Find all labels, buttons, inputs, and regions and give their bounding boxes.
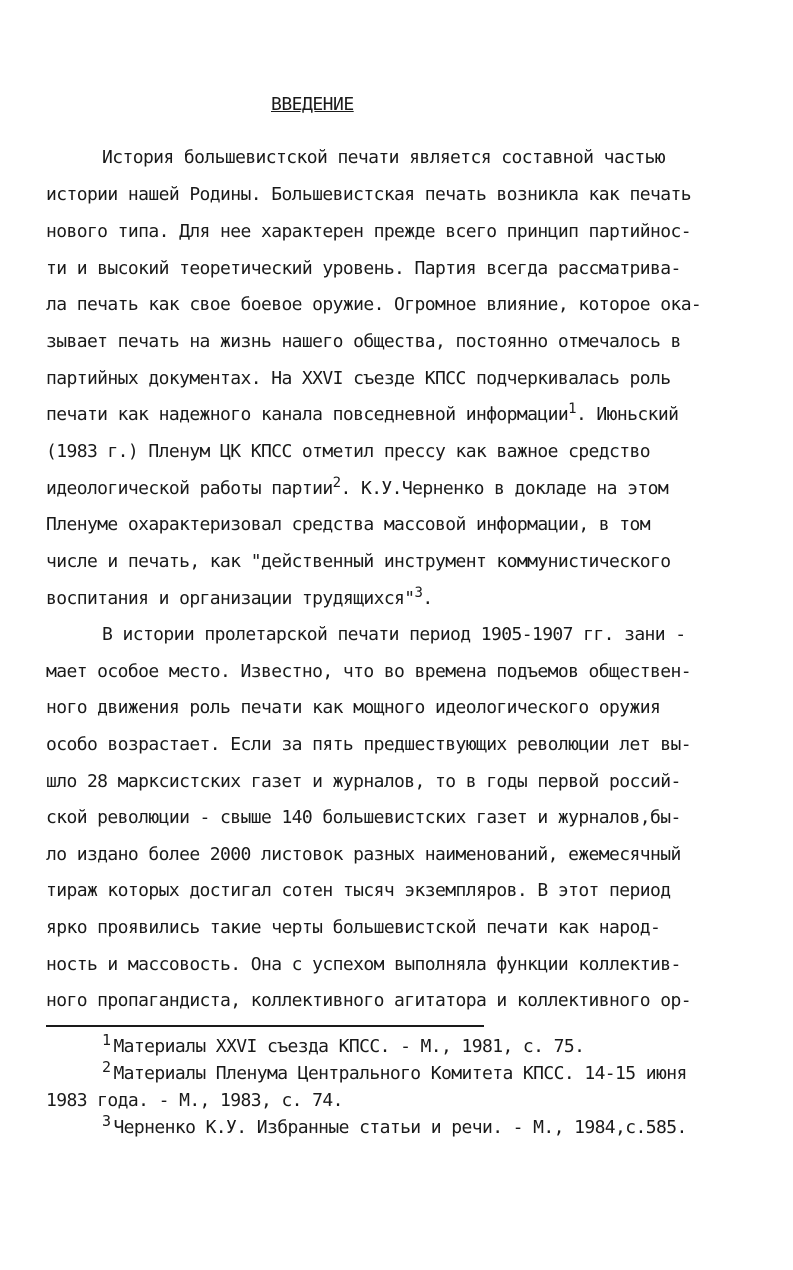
footnote-ref-3: 3 [414, 585, 423, 601]
footnote-divider [46, 1025, 484, 1027]
footnote-1 [102, 1031, 585, 1057]
footnote-mark: 2 [102, 1058, 111, 1076]
text-segment: . К.У.Черненко в докладе на этом [340, 478, 669, 499]
text-segment: . Июньский [575, 404, 679, 425]
text-line: В истории пролетарской печати период 1905-1907 гг. зани - [102, 624, 686, 645]
text-line: ти и высокий теоретический уровень. Партия всегда рассматрива- [46, 258, 681, 279]
text-line: ного движения роль печати как мощного идеологического оружия [46, 697, 661, 718]
text-line: зывает печать на жизнь нашего общества, постоянно отмечалось в [46, 331, 681, 352]
footnote-text: Материалы Пленума Центрального Комитета КПСС. 14-15 июня [113, 1063, 687, 1084]
text-line: числе и печать, как "действенный инструмент коммунистического [46, 551, 671, 572]
text-line: (1983 г.) Пленум ЦК КПСС отметил прессу как важное средство [46, 441, 650, 462]
text-line: Пленуме охарактеризовал средства массовой информации, в том [46, 514, 650, 535]
text-line: нового типа. Для нее характерен прежде всего принцип партийнос- [46, 221, 691, 242]
text-line: ного пропагандиста, коллективного агитатора и коллективного ор- [46, 990, 691, 1011]
footnote-2 [102, 1058, 687, 1084]
footnote-ref-1: 1 [568, 401, 576, 417]
footnote-mark: 1 [102, 1031, 111, 1049]
footnote-text: Черненко К.У. Избранные статьи и речи. - М., 1984,с.585. [113, 1117, 687, 1138]
text-line: ла печать как свое боевое оружие. Огромное влияние, которое ока- [46, 294, 702, 315]
text-line: ность и массовость. Она с успехом выполняла функции коллектив- [46, 954, 681, 975]
text-segment: воспитания и организации трудящихся" [46, 588, 415, 609]
footnote-2-cont: 1983 года. - М., 1983, с. 74. [46, 1090, 343, 1111]
text-segment: идеологической работы партии [46, 478, 333, 499]
footnote-ref-2: 2 [332, 475, 341, 491]
text-line [46, 585, 433, 609]
footnote-3 [102, 1112, 687, 1138]
text-line: мает особое место. Известно, что во времена подъемов обществен- [46, 661, 691, 682]
text-segment: . [422, 588, 433, 609]
text-line: ло издано более 2000 листовок разных наименований, ежемесячный [46, 844, 681, 865]
text-line: тираж которых достигал сотен тысяч экземпляров. В этот период [46, 880, 671, 901]
text-line: История большевистской печати является составной частью [102, 147, 666, 168]
text-line: ярко проявились такие черты большевистской печати как народ- [46, 917, 661, 938]
text-line: шло 28 марксистских газет и журналов, то в годы первой россий- [46, 771, 681, 792]
footnote-mark: 3 [102, 1112, 111, 1130]
text-line [46, 475, 669, 499]
footnote-text: Материалы XXVI съезда КПСС. - М., 1981, с. 75. [113, 1036, 585, 1057]
text-segment: печати как надежного канала повседневной информации [46, 404, 569, 425]
text-line: истории нашей Родины. Большевистская печать возникла как печать [46, 184, 691, 205]
text-line [46, 401, 679, 425]
text-line: особо возрастает. Если за пять предшествующих революции лет вы- [46, 734, 691, 755]
text-line: ской революции - свыше 140 большевистских газет и журналов,бы- [46, 807, 681, 828]
text-line: партийных документах. На XXVI съезде КПСС подчеркивалась роль [46, 368, 671, 389]
page-title: ВВЕДЕНИЕ [271, 94, 354, 115]
